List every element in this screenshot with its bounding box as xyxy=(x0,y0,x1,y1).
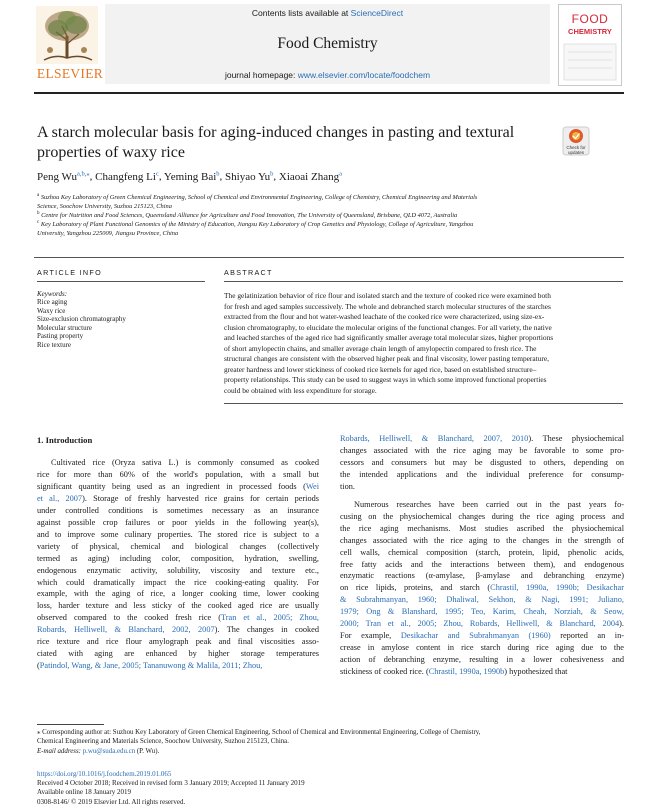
citation-link[interactable]: Robards, Helliwell, & Blanchard, 2002, 2007 xyxy=(37,625,215,635)
email-link[interactable]: p.wu@suda.edu.cn xyxy=(82,747,136,755)
body-text-line: ciated with aging are enhanced by higher storage temperatures xyxy=(37,649,319,659)
footnote-rule xyxy=(37,724,104,725)
keyword: Size-exclusion chromatography xyxy=(37,315,126,324)
article-info-rule xyxy=(37,281,205,282)
body-text-line: changes associated with the rice aging may be favorable to some pro- xyxy=(340,445,624,455)
article-info-heading: ARTICLE INFO xyxy=(37,268,102,277)
section-heading-introduction: 1. Introduction xyxy=(37,435,93,445)
citation-link[interactable]: Tran et al., 2005; Zhou, xyxy=(221,613,320,623)
body-text-line: loss, harder texture and less sticky of the cooked aged rice are usually xyxy=(37,601,319,611)
contents-available: Contents lists available at ScienceDirect xyxy=(251,8,404,18)
body-text-line: against possible crop failures or poor yields in the following year(s), xyxy=(37,517,319,527)
doi-link[interactable]: https://doi.org/10.1016/j.foodchem.2019.01.065 xyxy=(37,770,172,778)
citation-link[interactable]: Patindol, Wang, & Jane, 2005; Tananuwong & Malila, 2011; Zhou, xyxy=(39,661,263,671)
affiliation: $^b$ Centre for Nutrition and Food Sciences, Queensland Alliance for Agriculture and Food Innovation, The University of Queensland, Brisbane, QLD 4072, Australia xyxy=(37,211,458,220)
abstract-text: The gelatinization behavior of rice flour and isolated starch and the texture of cooked rice were examined both for fresh and aged samples successively. The whole and debranched starch molecular structures of the starches extracted from the flour and hot water-washed leachate of the cooked rice were characterized, using size-ex- clusion chromatography, to elucidate the molecular origins of the functional changes. For all variety, the native and leached starches of the aged rice had significantly smaller average total molecular sizes, higher proportions of short amylopectin chains, and smaller average chain length of amylopectin compared to fresh rice. The structural changes are consistent with the observed higher peak and final viscosity, lower pasting temperature, greater hardness and lower stickiness of cooked rice kernels for aged rice, based on established structure– property relationships. This study can be used to suggest ways in which some improved functional properties could be obtained with less expenditure for storage. xyxy=(224,291,554,395)
body-text-line xyxy=(340,594,624,606)
author-list: Peng $Wu^{a,b,⁎}$, Changfeng Li$^c$, Yeming Bai$^b$, Shiyao Yu$^b$, Xiaoai Zhang$^a$ xyxy=(37,170,342,183)
body-text-line: crease in amylose content in rice starch during rice aging due to the xyxy=(340,643,624,653)
elsevier-tree-logo xyxy=(36,6,98,64)
body-text-line: and to improve some culinary properties. The stored rice is subject to a xyxy=(37,529,319,539)
body-text-line: free fatty acids and the interactions between them), and endogenous xyxy=(340,559,624,569)
body-text-line: significant quantity being used as an ingredient in processed foods (Wei xyxy=(37,481,319,491)
article-title: A starch molecular basis for aging-induced changes in pasting and textural properties of waxy rice xyxy=(37,124,515,161)
keyword: Rice aging xyxy=(37,298,68,306)
copyright: 0308-8146/ © 2019 Elsevier Ltd. All rights reserved. xyxy=(37,797,186,806)
header-rule xyxy=(34,92,624,94)
body-text-line: rice texture and rice flour amylograph peak and final viscosities asso- xyxy=(37,637,319,647)
citation-link[interactable]: et al., 2007 xyxy=(37,493,83,503)
cover-title-food: FOOD xyxy=(571,12,609,26)
body-text-line: observed compared to the cooked fresh rice (Tran et al., 2005; Zhou, xyxy=(37,613,320,623)
body-text-line: cell walls, chemical composition (starch, protein, lipid, phenolic acids, xyxy=(340,547,624,557)
body-text-line: et al., 2007). Storage of freshly harvested rice grains for certain periods xyxy=(37,493,319,503)
body-text-line: 2000; Tran et al., 2005; Zhou, Robards, Helliwell, & Blanchard, 2004). xyxy=(340,619,624,629)
keywords-list xyxy=(37,298,126,350)
abstract-heading: ABSTRACT xyxy=(224,268,273,277)
citation-link[interactable]: Wei xyxy=(305,481,319,491)
keyword: Waxy rice xyxy=(37,306,66,315)
journal-name: Food Chemistry xyxy=(277,35,378,52)
body-text-line: Robards, Helliwell, & Blanchard, 2002, 2007). The changes in cooked xyxy=(37,625,319,635)
cover-title-chemistry: CHEMISTRY xyxy=(568,27,612,36)
homepage-link[interactable]: www.elsevier.com/locate/foodchem xyxy=(297,70,431,80)
citation-link[interactable]: 2000; Tran et al., 2005; Zhou, Robards, Helliwell, & Blanchard, 2004 xyxy=(340,619,620,629)
body-text-line: action of debranching enzyme, resulting in a lower cohesiveness and xyxy=(340,655,624,665)
body-text-line: changes associated with the rice aging to the changes in the strength of xyxy=(340,535,624,545)
body-column-left xyxy=(37,457,319,672)
body-text-line: termed as aging) including color, composition, hydration, swelling, xyxy=(37,553,319,563)
body-text-line: the rice aging mechanisms. Most studies ascribed the physiochemical xyxy=(340,523,624,533)
body-text-line: example, with the aging of rice, a longer cooking time, lower cooking xyxy=(37,589,319,599)
keywords-label: Keywords: xyxy=(37,290,68,298)
affiliation: $^a$ Suzhou Key Laboratory of Green Chemical Engineering, School of Chemical and Environmental Engineering, College of Chemistry, Chemical Engineering and Materials Science, Soochow University, Suzhou 215123, China xyxy=(37,193,478,210)
received-dates: Received 4 October 2018; Received in revised form 3 January 2019; Accepted 11 January 2019 xyxy=(37,779,305,788)
body-text-line: on rice lipids, proteins, and starch (Chrastil, 1990a, 1990b; Desikachar xyxy=(340,583,624,593)
body-text-line: which could dramatically impact the rice cooking-eating quality. For xyxy=(37,577,319,587)
citation-link[interactable]: 1979; Ong & Blanshard, 1995; Teo, Karim, Cheah, Norziah, & Seow, xyxy=(340,607,624,617)
citation-link[interactable]: Robards, Helliwell, & Blanchard, 2007, 2010 xyxy=(340,434,529,443)
body-text-line: cusing on the physiochemical changes during the rice aging process and xyxy=(340,511,624,521)
citation-link[interactable]: & Subrahmanyan, 1960; Dhaliwal, Sekhon, & Nagi, 1991; Juliano, xyxy=(340,595,624,605)
corresponding-author-footnote: ⁎ Corresponding author at: Suzhou Key Laboratory of Green Chemical Engineering, School of Chemical and Environmental Engineering, College of Chemistry, Chemical Engineering and Materials Science, Soochow University, Suzhou 215123, China. E-mail address: p.wu@suda.edu.cn (P. Wu). xyxy=(37,729,481,755)
body-text-line: the intended applications and the individual preference for consump- xyxy=(340,469,624,479)
body-text-line: Numerous researches have been carried out in the past years fo- xyxy=(354,499,624,509)
body-text-line: Cultivated rice (Oryza sativa L.) is commonly consumed as cooked xyxy=(51,458,319,467)
body-text-line: rice for more than 60% of the world's population, with a small but xyxy=(37,469,319,479)
body-text-line: For example, Desikachar and Subrahmanyan (1960) reported an in- xyxy=(340,631,624,641)
body-text-line: enzymatic reactions (α-amylase, β-amylase and debranching enzyme) xyxy=(340,571,624,581)
author[interactable]: Shiyao Yu$^b$ xyxy=(225,170,274,183)
sciencedirect-link[interactable]: ScienceDirect xyxy=(350,8,404,18)
keyword: Molecular structure xyxy=(37,323,93,332)
abstract-rule xyxy=(224,281,623,282)
keyword: Pasting property xyxy=(37,332,84,341)
body-text-line: tion. xyxy=(340,481,355,491)
body-text-line: under controlled conditions is sometimes necessary as an insurance xyxy=(37,505,319,515)
check-for-updates-label: Check for updates xyxy=(566,145,586,155)
citation-link[interactable]: Chrastil, 1990a, 1990b; Desikachar xyxy=(490,583,624,593)
doi-block xyxy=(37,770,305,807)
title-block-rule xyxy=(34,257,624,258)
affiliation: $^c$ Key Laboratory of Plant Functional Genomics of the Ministry of Education, Jiangsu Key Laboratory of Crop Genetics and Physiology, College of Agriculture, Yangzhou University, Yangzhou 225009, Jiangsu Province, China xyxy=(37,220,474,237)
body-text-line: (Patindol, Wang, & Jane, 2005; Tananuwong & Malila, 2011; Zhou, xyxy=(37,661,263,671)
cover-decoration xyxy=(560,40,620,84)
publisher-logo-text: ELSEVIER xyxy=(36,66,104,81)
journal-homepage: journal homepage: www.elsevier.com/locate/foodchem xyxy=(224,70,431,80)
author[interactable]: Changfeng Li$^c$ xyxy=(95,170,159,183)
abstract-bottom-rule xyxy=(224,403,623,404)
body-text-line: cessors and consumers but may be disgusted to others, depending on xyxy=(340,457,624,467)
body-text-line: stickiness of cooked rice. (Chrastil, 1990a, 1990b) hypothesized that xyxy=(340,667,568,677)
body-column-right xyxy=(340,433,624,678)
available-online: Available online 18 January 2019 xyxy=(37,788,131,797)
author[interactable]: Peng $Wu^{a,b,⁎}$ xyxy=(37,170,90,183)
body-text-line: variety of physical, chemical and biological changes (collectively xyxy=(37,541,319,551)
body-text-line: Robards, Helliwell, & Blanchard, 2007, 2010). These physiochemical xyxy=(340,434,624,443)
body-text-line: endogenous enzymatic activity, solubility, viscosity and texture etc., xyxy=(37,565,319,575)
keyword: Rice texture xyxy=(37,340,72,349)
citation-link[interactable]: Chrastil, 1990a, 1990b xyxy=(428,667,505,677)
author[interactable]: Yeming Bai$^b$ xyxy=(163,170,220,183)
citation-link[interactable]: Desikachar and Subrahmanyan (1960) xyxy=(400,631,551,641)
author[interactable]: Xiaoai Zhang$^a$ xyxy=(278,170,342,183)
body-text-line xyxy=(340,606,624,618)
